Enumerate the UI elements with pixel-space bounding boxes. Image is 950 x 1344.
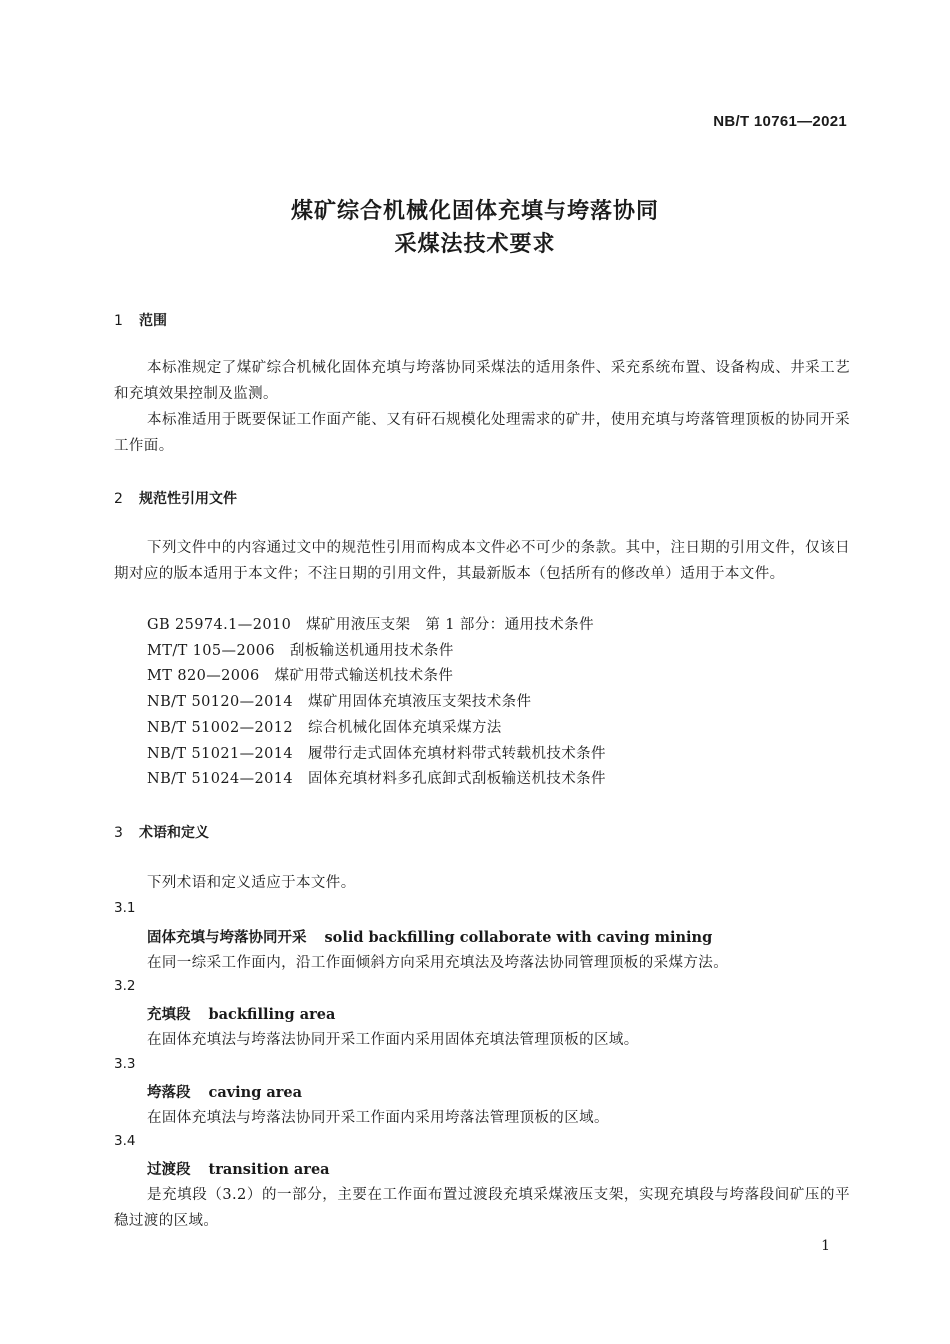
term-en: transition area	[208, 1161, 330, 1178]
section-number: 2	[114, 491, 123, 507]
section-3-intro: 下列术语和定义适应于本文件。	[147, 875, 356, 891]
term-definition: 在固体充填法与垮落法协同开采工作面内采用垮落法管理顶板的区域。	[147, 1110, 609, 1126]
title-line-1: 煤矿综合机械化固体充填与垮落协同	[290, 199, 659, 224]
reference-list	[147, 613, 606, 793]
reference-code: NB/T 51024—2014	[147, 771, 294, 788]
term-title	[147, 1003, 335, 1024]
reference-item	[147, 742, 606, 768]
reference-title: 履带行走式固体充填材料带式转载机技术条件	[307, 745, 606, 762]
section-3-heading	[114, 822, 209, 842]
reference-code: NB/T 51002—2012	[147, 719, 294, 736]
standard-code: NB/T 10761—2021	[713, 113, 847, 130]
term-title	[147, 1158, 330, 1179]
term-en: solid backfilling collaborate with caving mining	[324, 929, 713, 946]
term-zh: 垮落段	[147, 1085, 191, 1101]
section-title: 规范性引用文件	[139, 491, 237, 507]
reference-code: MT/T 105—2006	[147, 642, 275, 659]
term-en: backfilling area	[208, 1006, 336, 1023]
term-number: 3.3	[114, 1056, 136, 1072]
term-number: 3.2	[114, 978, 136, 994]
term-definition: 在同一综采工作面内，沿工作面倾斜方向采用充填法及垮落法协同管理顶板的采煤方法。	[147, 955, 729, 971]
term-title	[147, 1081, 302, 1102]
reference-item	[147, 767, 606, 793]
reference-item	[147, 639, 606, 665]
term-zh: 充填段	[147, 1007, 191, 1023]
term-definition: 是充填段（3.2）的一部分，主要在工作面布置过渡段充填采煤液压支架，实现充填段与垮落段间矿压的平稳过渡的区域。	[114, 1187, 850, 1229]
reference-code: NB/T 51021—2014	[147, 745, 294, 762]
term-title	[147, 926, 712, 947]
reference-code: NB/T 50120—2014	[147, 694, 294, 711]
section-number: 3	[114, 825, 123, 841]
reference-title: 固体充填材料多孔底卸式刮板输送机技术条件	[307, 771, 606, 788]
reference-title: 刮板输送机通用技术条件	[289, 642, 454, 659]
term-en: caving area	[208, 1084, 303, 1101]
reference-title: 煤矿用固体充填液压支架技术条件	[307, 694, 532, 711]
page-number: 1	[821, 1238, 830, 1254]
reference-title: 煤矿用带式输送机技术条件	[274, 668, 454, 685]
reference-item	[147, 664, 606, 690]
term-number: 3.4	[114, 1133, 136, 1149]
reference-code: MT 820—2006	[147, 668, 260, 685]
term-zh: 过渡段	[147, 1162, 191, 1178]
term-definition: 在固体充填法与垮落法协同开采工作面内采用固体充填法管理顶板的区域。	[147, 1032, 639, 1048]
section-number: 1	[114, 313, 123, 329]
term-zh: 固体充填与垮落协同开采	[147, 930, 307, 946]
section-title: 术语和定义	[139, 825, 209, 841]
section-2-heading	[114, 488, 237, 508]
reference-item	[147, 716, 606, 742]
title-line-2: 采煤法技术要求	[394, 232, 556, 257]
term-number: 3.1	[114, 900, 136, 916]
reference-item	[147, 690, 606, 716]
section-2-intro: 下列文件中的内容通过文中的规范性引用而构成本文件必不可少的条款。其中，注日期的引用文件，仅该日期对应的版本适用于本文件；不注日期的引用文件，其最新版本（包括所有的修改单）适用于本文件。	[114, 540, 850, 582]
section-1-paragraph-1: 本标准规定了煤矿综合机械化固体充填与垮落协同采煤法的适用条件、采充系统布置、设备构成、井采工艺和充填效果控制及监测。	[114, 360, 850, 402]
section-1-paragraph-2: 本标准适用于既要保证工作面产能、又有矸石规模化处理需求的矿井，使用充填与垮落管理顶板的协同开采工作面。	[114, 412, 850, 454]
reference-item	[147, 613, 606, 639]
reference-title: 煤矿用液压支架 第 1 部分：通用技术条件	[306, 617, 594, 633]
document-title	[0, 195, 950, 261]
reference-title: 综合机械化固体充填采煤方法	[307, 719, 502, 736]
reference-code: GB 25974.1—2010	[147, 617, 292, 633]
section-1-heading	[114, 310, 167, 330]
section-title: 范围	[139, 313, 167, 329]
